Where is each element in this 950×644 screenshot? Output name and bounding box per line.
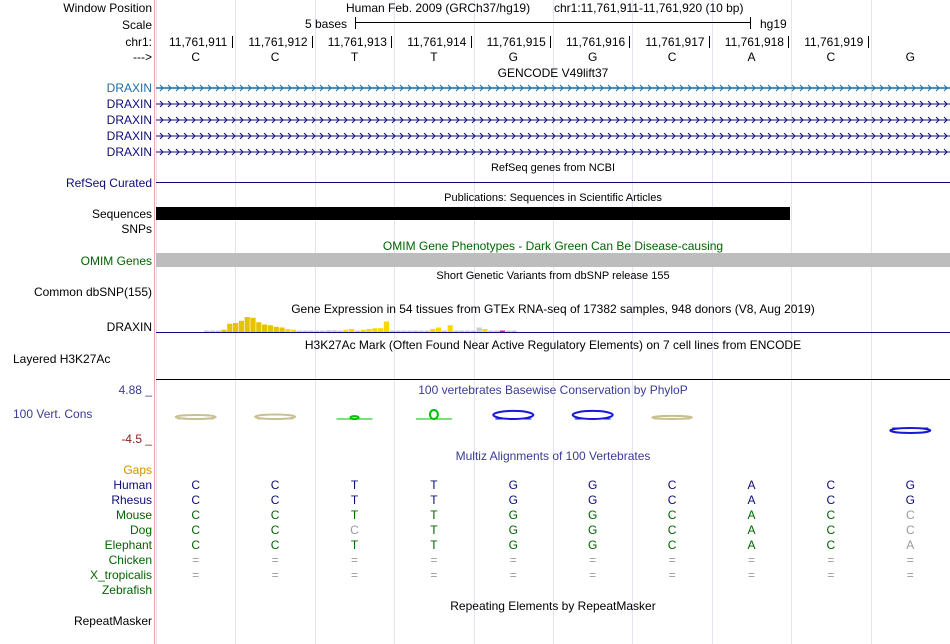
coordinate-tick-mark	[232, 36, 233, 48]
coordinate-tick: 11,761,919	[804, 35, 864, 49]
aligned-base: C	[191, 493, 201, 507]
gtex-tissue-bar	[372, 328, 377, 332]
aligned-base: =	[192, 553, 200, 567]
aligned-base: =	[827, 553, 835, 567]
gtex-tissue-bar	[424, 331, 429, 333]
gtex-tissue-bar	[453, 331, 458, 333]
aligned-base: T	[350, 508, 359, 522]
assembly-title: Human Feb. 2009 (GRCh37/hg19)	[346, 1, 531, 15]
gtex-tissue-bar	[320, 331, 325, 333]
base-letter: C	[667, 50, 677, 64]
phylop-base-glyph	[890, 428, 930, 433]
gtex-tissue-bar	[511, 331, 516, 333]
aligned-base: =	[192, 568, 200, 582]
coordinate-tick-mark	[629, 36, 630, 48]
gtex-tissue-bar	[401, 331, 406, 333]
aligned-base: T	[350, 538, 359, 552]
gtex-tissue-bar	[279, 328, 284, 333]
gtex-tissue-bar	[448, 325, 453, 332]
gtex-tissue-bar	[384, 322, 389, 333]
gencode-transcript-label[interactable]: DRAXIN	[106, 145, 152, 159]
base-letter: C	[191, 50, 201, 64]
aligned-base: C	[270, 493, 280, 507]
aligned-base: =	[906, 568, 914, 582]
gtex-tissue-bar	[395, 331, 400, 333]
aligned-base: C	[905, 508, 915, 522]
gtex-tissue-bar	[216, 331, 221, 333]
aligned-base: =	[747, 553, 755, 567]
aligned-base: T	[350, 478, 359, 492]
gtex-gene-label[interactable]: DRAXIN	[106, 320, 152, 334]
gtex-tissue-bar	[285, 329, 290, 332]
aligned-base: C	[826, 493, 836, 507]
gaps-label[interactable]: Gaps	[123, 463, 152, 477]
aligned-base: C	[191, 478, 201, 492]
aligned-base: =	[668, 568, 676, 582]
scale-label: Scale	[121, 18, 152, 32]
coordinate-tick: 11,761,911	[169, 35, 228, 49]
publication-sequence-block[interactable]	[156, 207, 790, 220]
gtex-tissue-bar	[378, 328, 383, 332]
gtex-tissue-bar	[239, 321, 244, 332]
gtex-tissue-bar	[314, 331, 319, 333]
aligned-base: C	[826, 523, 836, 537]
gtex-tissue-bar	[482, 329, 487, 332]
coordinate-tick-mark	[788, 36, 789, 48]
chrom-label: chr1:	[125, 35, 152, 49]
aligned-base: =	[350, 553, 358, 567]
aligned-base: G	[588, 478, 598, 492]
phylop-base-glyph	[255, 415, 295, 420]
gtex-tissue-bar	[349, 329, 354, 332]
dbsnp-label[interactable]: Common dbSNP(155)	[33, 285, 152, 299]
aligned-base: C	[350, 523, 359, 537]
coordinate-tick: 11,761,912	[248, 35, 308, 49]
gtex-tissue-bar	[366, 329, 371, 332]
gtex-tissue-bar	[221, 330, 226, 332]
multiz-track-title: Multiz Alignments of 100 Vertebrates	[455, 449, 651, 463]
strand-label: --->	[133, 50, 152, 64]
gtex-tissue-bar	[308, 331, 313, 333]
species-label[interactable]: Mouse	[115, 508, 152, 522]
aligned-base: C	[191, 538, 201, 552]
species-label[interactable]: X_tropicalis	[89, 568, 152, 582]
gtex-tissue-bar	[471, 331, 476, 333]
gtex-tissue-bar	[326, 330, 331, 332]
coordinate-tick: 11,761,917	[645, 35, 705, 49]
coordinate-tick: 11,761,915	[486, 35, 546, 49]
base-letter: G	[508, 50, 518, 64]
repeatmasker-label[interactable]: RepeatMasker	[73, 614, 152, 628]
gtex-tissue-bar	[419, 331, 424, 333]
snps-label[interactable]: SNPs	[121, 222, 152, 236]
coordinate-tick-mark	[312, 36, 313, 48]
aligned-base: =	[271, 553, 279, 567]
aligned-base: C	[191, 523, 201, 537]
coordinate-tick-mark	[868, 36, 869, 48]
species-label[interactable]: Elephant	[104, 538, 152, 552]
gtex-tissue-bar	[442, 331, 447, 333]
aligned-base: =	[509, 568, 517, 582]
aligned-base: C	[667, 478, 677, 492]
gtex-tissue-bar	[390, 331, 395, 333]
aligned-base: C	[270, 523, 280, 537]
gtex-tissue-bar	[506, 331, 511, 333]
aligned-base: G	[588, 538, 598, 552]
gtex-tissue-bar	[274, 327, 279, 332]
gtex-tissue-bar	[488, 331, 493, 333]
refseq-track-title: RefSeq genes from NCBI	[490, 162, 616, 174]
position-range[interactable]: chr1:11,761,911-11,761,920 (10 bp)	[554, 1, 744, 15]
phylop-max-value: 4.88 _	[118, 383, 152, 397]
coordinate-tick-mark	[709, 36, 710, 48]
gtex-tissue-bar	[332, 330, 337, 332]
gtex-tissue-bar	[256, 322, 261, 332]
aligned-base: G	[588, 493, 598, 507]
aligned-base: C	[270, 508, 280, 522]
phylop-label[interactable]: 100 Vert. Cons	[13, 407, 93, 421]
aligned-base: C	[667, 508, 677, 522]
aligned-base: T	[350, 493, 359, 507]
coordinate-tick: 11,761,918	[724, 35, 784, 49]
aligned-base: A	[747, 493, 756, 507]
scale-text: 5 bases	[305, 17, 348, 31]
aligned-base: G	[905, 478, 915, 492]
aligned-base: C	[270, 538, 280, 552]
aligned-base: C	[826, 538, 836, 552]
phylop-track-title: 100 vertebrates Basewise Conservation by PhyloP	[418, 383, 688, 397]
coordinate-tick-mark	[471, 36, 472, 48]
gtex-tissue-bar	[233, 323, 238, 332]
gtex-tissue-bar	[210, 331, 215, 333]
coordinate-tick: 11,761,914	[407, 35, 467, 49]
omim-gene-block[interactable]	[156, 253, 950, 267]
aligned-base: =	[350, 568, 358, 582]
aligned-base: T	[430, 523, 438, 537]
gtex-tissue-bar	[268, 325, 273, 332]
gtex-tissue-bar	[407, 331, 412, 333]
aligned-base: G	[508, 493, 518, 507]
base-letter: G	[905, 50, 915, 64]
gtex-tissue-bar	[465, 331, 470, 333]
aligned-base: =	[827, 568, 835, 582]
aligned-base: =	[747, 568, 755, 582]
gencode-transcripts[interactable]	[156, 80, 950, 160]
gtex-tissue-bar	[500, 331, 505, 333]
gtex-tissue-bar	[245, 317, 250, 332]
base-letter: T	[350, 50, 359, 64]
species-label[interactable]: Zebrafish	[101, 583, 152, 597]
phylop-base-glyph	[493, 411, 533, 419]
aligned-base: =	[589, 568, 597, 582]
aligned-base: C	[667, 493, 677, 507]
gtex-tissue-bar	[355, 331, 360, 333]
aligned-base: C	[667, 523, 677, 537]
gtex-tissue-bar	[291, 330, 296, 332]
aligned-base: G	[508, 478, 518, 492]
gtex-tissue-bar	[303, 331, 308, 333]
scale-bar-left-tick	[355, 17, 356, 29]
gtex-tissue-bar	[477, 328, 482, 333]
gtex-tissue-bar	[494, 331, 499, 333]
h3k27ac-baseline	[156, 379, 950, 380]
gtex-expression-bars[interactable]	[156, 314, 950, 336]
base-letter: A	[747, 50, 756, 64]
dbsnp-track-title: Short Genetic Variants from dbSNP release 155	[436, 270, 670, 282]
gtex-tissue-bar	[343, 330, 348, 332]
aligned-base: A	[747, 478, 756, 492]
species-label[interactable]: Dog	[129, 523, 152, 537]
gencode-transcript-label[interactable]: DRAXIN	[106, 113, 152, 127]
scale-bar-right-tick	[750, 17, 751, 29]
gencode-transcript-label[interactable]: DRAXIN	[106, 81, 152, 95]
h3k27ac-track-title: H3K27Ac Mark (Often Found Near Active Regulatory Elements) on 7 cell lines from ENCODE	[304, 338, 802, 352]
aligned-base: G	[508, 538, 518, 552]
aligned-base: A	[906, 538, 915, 552]
gtex-tissue-bar	[413, 331, 418, 333]
gtex-tissue-bar	[430, 329, 435, 332]
aligned-base: T	[430, 508, 438, 522]
refseq-gene-line[interactable]	[156, 182, 950, 183]
gtex-track-title: Gene Expression in 54 tissues from GTEx RNA-seq of 17382 samples, 948 donors (V8, Aug 2019)	[291, 302, 815, 316]
base-letter: G	[588, 50, 598, 64]
base-letter: C	[826, 50, 836, 64]
scale-bar	[355, 22, 751, 23]
aligned-base: C	[191, 508, 201, 522]
gtex-tissue-bar	[262, 325, 267, 333]
gtex-tissue-bar	[204, 331, 209, 333]
aligned-base: =	[430, 553, 438, 567]
aligned-base: A	[747, 538, 756, 552]
phylop-base-glyph	[573, 411, 613, 419]
gtex-tissue-bar	[337, 331, 342, 333]
aligned-base: C	[905, 523, 915, 537]
aligned-base: C	[826, 478, 836, 492]
species-label[interactable]: Human	[113, 478, 152, 492]
aligned-base: =	[271, 568, 279, 582]
omim-track-title: OMIM Gene Phenotypes - Dark Green Can Be Disease-causing	[382, 239, 724, 253]
gencode-track-title: GENCODE V49lift37	[497, 66, 609, 80]
base-letter: C	[270, 50, 280, 64]
scale-db: hg19	[760, 17, 787, 31]
coordinate-tick: 11,761,916	[566, 35, 626, 49]
label-column-separator	[154, 0, 155, 644]
aligned-base: C	[826, 508, 836, 522]
species-label[interactable]: Rhesus	[111, 493, 152, 507]
phylop-base-glyph	[176, 415, 216, 419]
window-position-label: Window Position	[63, 1, 152, 15]
publications-track-title: Publications: Sequences in Scientific Articles	[444, 192, 662, 204]
aligned-base: =	[430, 568, 438, 582]
h3k27ac-label[interactable]: Layered H3K27Ac	[13, 352, 111, 366]
gtex-tissue-bar	[227, 324, 232, 332]
aligned-base: =	[668, 553, 676, 567]
gtex-tissue-bar	[361, 330, 366, 332]
coordinate-tick-mark	[550, 36, 551, 48]
aligned-base: C	[270, 478, 280, 492]
gtex-tissue-bar	[436, 328, 441, 333]
phylop-base-glyph	[430, 410, 438, 419]
aligned-base: =	[906, 553, 914, 567]
aligned-base: G	[508, 508, 518, 522]
gtex-tissue-bar	[297, 331, 302, 333]
aligned-base: =	[509, 553, 517, 567]
gtex-tissue-bar	[459, 331, 464, 333]
aligned-base: T	[430, 538, 438, 552]
gtex-tissue-bar	[250, 318, 255, 332]
aligned-base: A	[747, 508, 756, 522]
aligned-base: G	[508, 523, 518, 537]
base-letter: T	[430, 50, 438, 64]
aligned-base: A	[747, 523, 756, 537]
species-label[interactable]: Chicken	[108, 553, 152, 567]
sequences-label[interactable]: Sequences	[91, 207, 152, 221]
aligned-base: G	[905, 493, 915, 507]
refseq-label[interactable]: RefSeq Curated	[65, 176, 152, 190]
aligned-base: T	[430, 493, 438, 507]
gencode-transcript-label[interactable]: DRAXIN	[106, 129, 152, 143]
aligned-base: C	[667, 538, 677, 552]
aligned-base: G	[588, 523, 598, 537]
gencode-transcript-label[interactable]: DRAXIN	[106, 97, 152, 111]
omim-label[interactable]: OMIM Genes	[80, 254, 152, 268]
coordinate-tick: 11,761,913	[327, 35, 387, 49]
phylop-min-value: -4.5 _	[121, 432, 152, 446]
aligned-base: G	[588, 508, 598, 522]
aligned-base: T	[430, 478, 438, 492]
repeatmasker-track-title: Repeating Elements by RepeatMasker	[450, 599, 656, 613]
phylop-conservation-plot[interactable]	[156, 396, 950, 442]
aligned-base: =	[589, 553, 597, 567]
coordinate-tick-mark	[391, 36, 392, 48]
